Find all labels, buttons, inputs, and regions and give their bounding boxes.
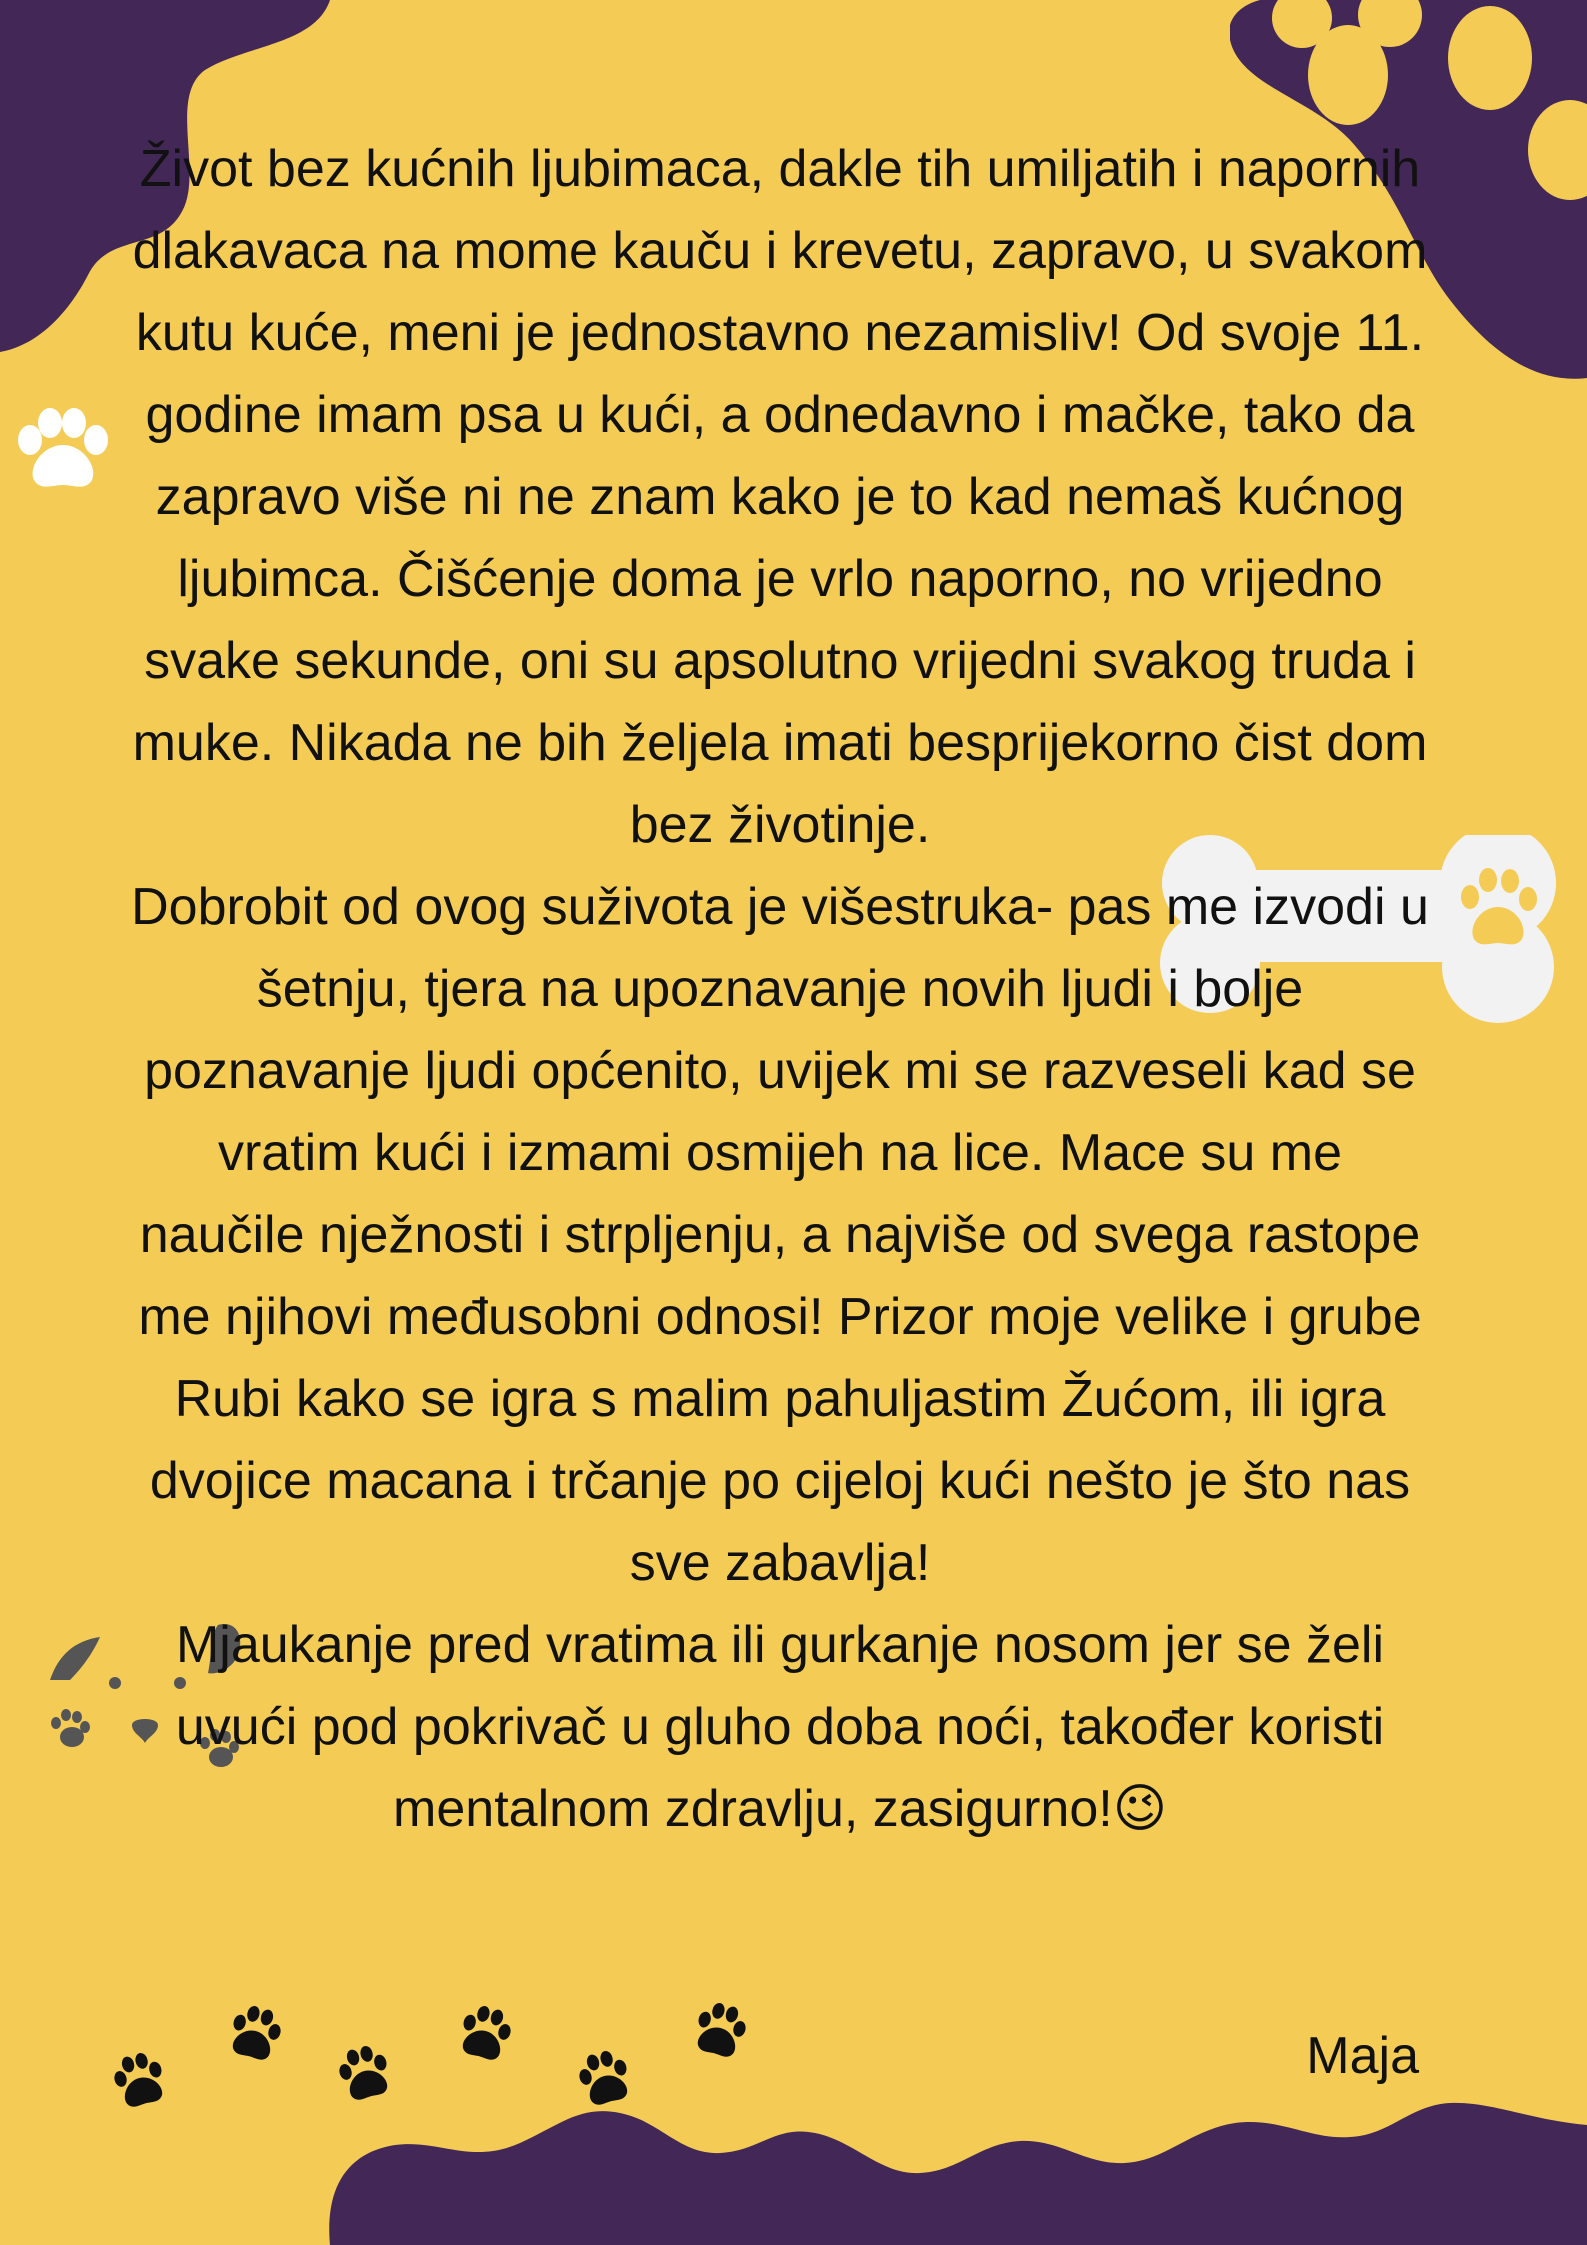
- article-body: [130, 128, 1430, 1850]
- article-paragraph: Mjaukanje pred vratima ili gurkanje nosom jer se želi uvući pod pokrivač u gluho doba noći, također koristi mentalnom zdravlju, zasigurno!😉: [175, 1616, 1385, 1838]
- bottom-blob-shape: [320, 2095, 1587, 2245]
- article-paragraph: Život bez kućnih ljubimaca, dakle tih umiljatih i napornih dlakavaca na mome kauču i krevetu, zapravo, u svakom kutu kuće, meni je jednostavno nezamisliv! Od svoje 11. godine imam psa u kući, a odnedavno i mačke, tako da zapravo više ni ne znam kako je to kad nemaš kućnog ljubimca. Čišćenje doma je vrlo naporno, no vrijedno svake sekunde, oni su apsolutno vrijedni svakog truda i muke. Nikada ne bih željela imati besprijekorno čist dom bez životinje.: [132, 140, 1428, 854]
- author-signature: Maja: [1306, 2027, 1419, 2085]
- white-paw-print-icon: [8, 405, 118, 495]
- gray-paw-print-icon: [51, 1709, 90, 1747]
- article-paragraph: Dobrobit od ovog suživota je višestruka- pas me izvodi u šetnju, tjera na upoznavanje novih ljudi i bolje poznavanje ljudi općenito, uvijek mi se razveseli kad se vratim kući i izmami osmijeh na lice. Mace su me naučile nježnosti i strpljenju, a najviše od svega rastope me njihovi međusobni odnosi! Prizor moje velike i grube Rubi kako se igra s malim pahuljastim Žućom, ili igra dvojice macana i trčanje po cijeloj kući nešto je što nas sve zabavlja!: [131, 878, 1429, 1592]
